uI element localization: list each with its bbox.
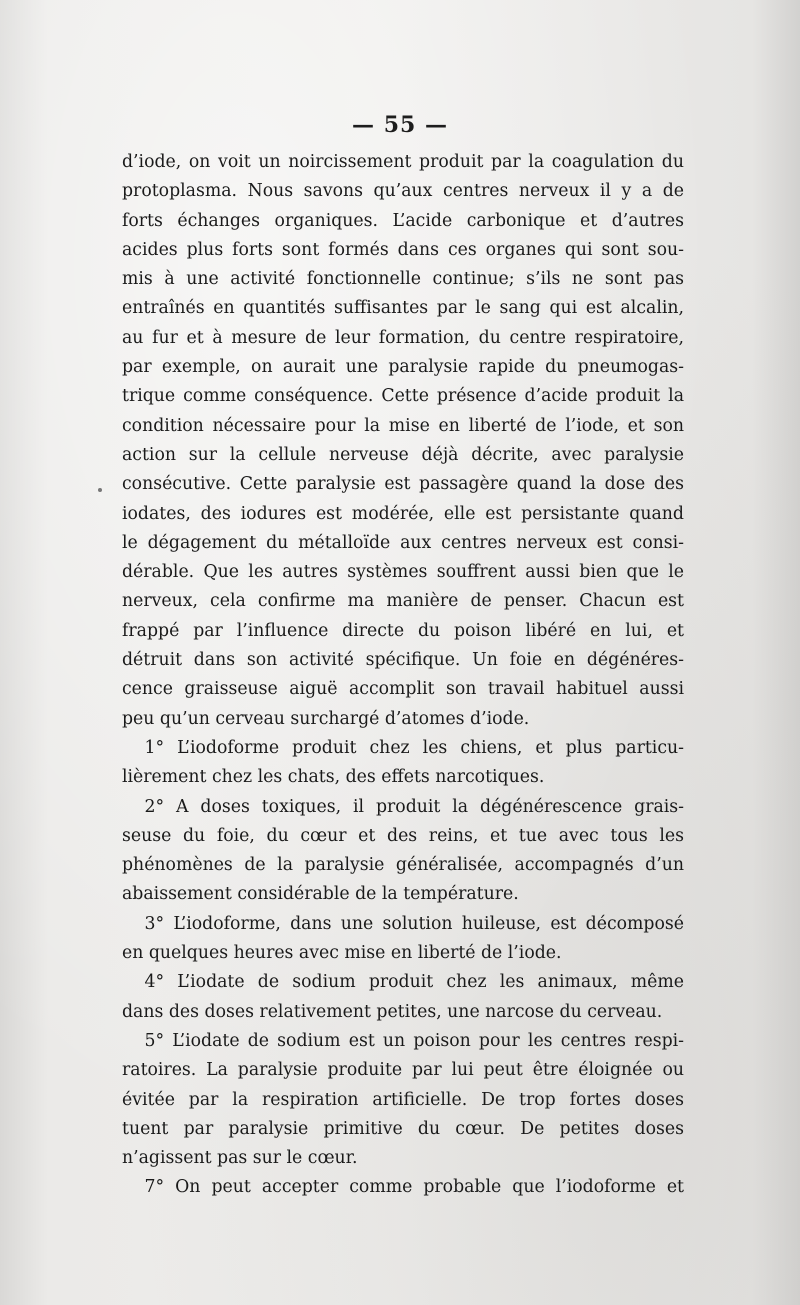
text-line: action sur la cellule nerveuse déjà décrite, avec paralysie — [122, 444, 684, 465]
text-line: dans des doses relativement petites, une narcose du cerveau. — [122, 1001, 663, 1022]
body-text — [122, 148, 684, 1203]
page-number: — 55 — — [352, 112, 448, 138]
text-line: abaissement considérable de la température. — [122, 884, 519, 905]
text-line: peu qu’un cerveau surchargé d’atomes d’iode. — [122, 708, 530, 729]
text-line: 1° L’iodoforme produit chez les chiens, et plus particu- — [144, 737, 684, 758]
text-line: dérable. Que les autres systèmes souffrent aussi bien que le — [122, 562, 684, 583]
text-line: consécutive. Cette paralysie est passagère quand la dose des — [122, 474, 684, 495]
text-line: détruit dans son activité spécifique. Un foie en dégénéres- — [122, 650, 684, 671]
text-line: nerveux, cela confirme ma manière de penser. Chacun est — [122, 591, 684, 612]
text-line: d’iode, on voit un noircissement produit par la coagulation du — [122, 152, 684, 172]
text-line: le dégagement du métalloïde aux centres nerveux est consi- — [122, 532, 684, 553]
text-line: tuent par paralysie primitive du cœur. De petites doses — [122, 1118, 684, 1139]
text-line: entraînés en quantités suffisantes par le sang qui est alcalin, — [122, 298, 684, 319]
stray-ink-mark — [98, 488, 102, 492]
text-line: 5° L’iodate de sodium est un poison pour les centres respi- — [144, 1030, 684, 1051]
text-line: seuse du foie, du cœur et des reins, et tue avec tous les — [122, 825, 684, 846]
text-line: 7° On peut accepter comme probable que l’iodoforme et — [144, 1177, 684, 1198]
text-line: par exemple, on aurait une paralysie rapide du pneumogas- — [122, 357, 684, 378]
text-line: évitée par la respiration artificielle. De trop fortes doses — [122, 1089, 684, 1110]
text-line: 4° L’iodate de sodium produit chez les animaux, même — [144, 972, 684, 993]
text-line: frappé par l’influence directe du poison libéré en lui, et — [122, 620, 684, 641]
text-line: trique comme conséquence. Cette présence d’acide produit la — [122, 386, 684, 407]
text-line: protoplasma. Nous savons qu’aux centres nerveux il y a de — [122, 181, 684, 202]
text-line: lièrement chez les chats, des effets narcotiques. — [122, 767, 545, 788]
text-line: ratoires. La paralysie produite par lui peut être éloignée ou — [122, 1060, 684, 1081]
text-line: acides plus forts sont formés dans ces organes qui sont sou- — [122, 239, 684, 260]
text-line: phénomènes de la paralysie généralisée, accompagnés d’un — [122, 855, 684, 876]
text-line: forts échanges organiques. L’acide carbonique et d’autres — [122, 210, 684, 231]
text-line: en quelques heures avec mise en liberté de l’iode. — [122, 943, 562, 964]
text-line: n’agissent pas sur le cœur. — [122, 1148, 358, 1169]
text-line: condition nécessaire pour la mise en liberté de l’iode, et son — [122, 415, 684, 436]
text-line: iodates, des iodures est modérée, elle est persistante quand — [122, 503, 684, 524]
text-line: 2° A doses toxiques, il produit la dégénérescence grais- — [144, 796, 684, 817]
text-line: au fur et à mesure de leur formation, du centre respiratoire, — [122, 327, 684, 348]
text-line: mis à une activité fonctionnelle continue; s’ils ne sont pas — [122, 269, 684, 290]
text-line: cence graisseuse aiguë accomplit son travail habituel aussi — [122, 679, 684, 700]
text-line: 3° L’iodoforme, dans une solution huileuse, est décomposé — [144, 913, 684, 934]
